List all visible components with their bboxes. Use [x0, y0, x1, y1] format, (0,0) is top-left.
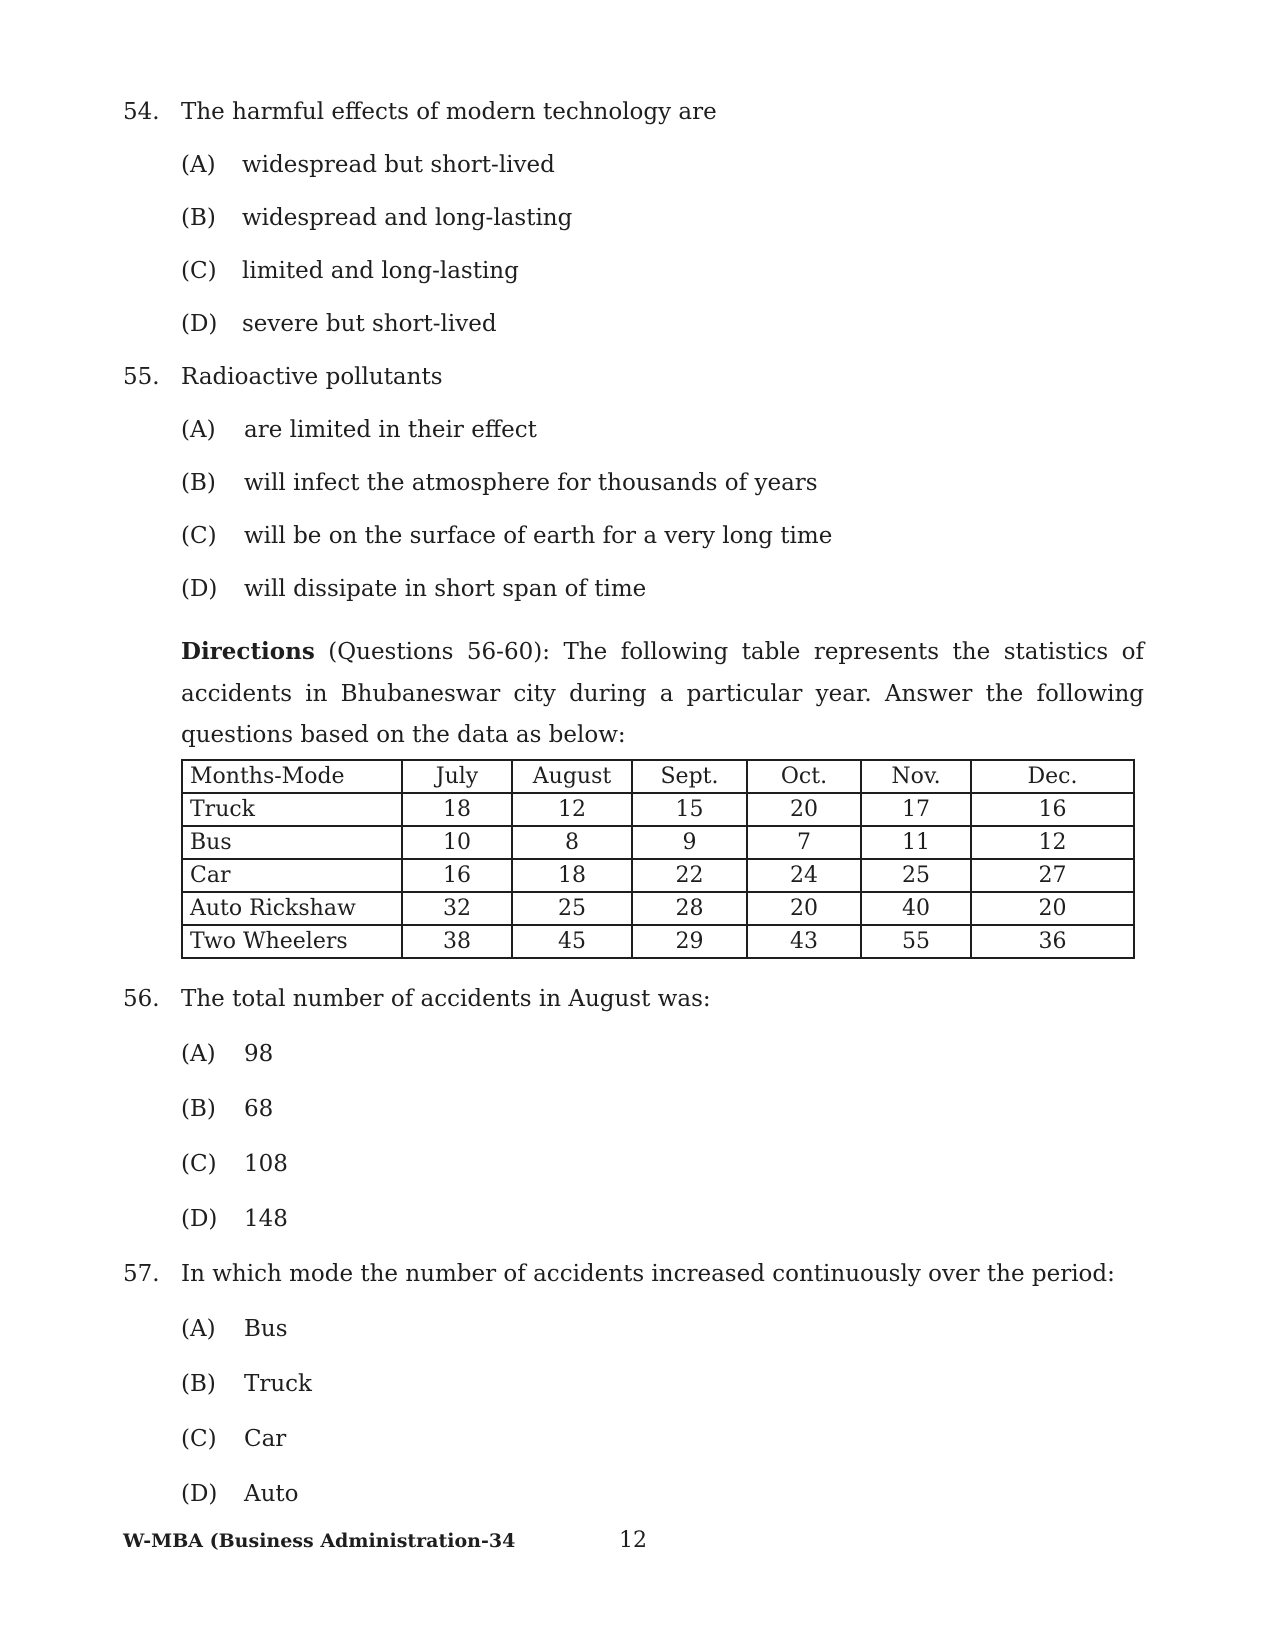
table-cell: 29: [632, 925, 747, 958]
table-cell: 28: [632, 892, 747, 925]
option-56-c: [181, 1149, 288, 1179]
option-label: (D): [181, 311, 218, 337]
option-text: 108: [244, 1151, 288, 1177]
table-cell: 25: [512, 892, 632, 925]
table-header-row: [182, 760, 1134, 793]
table-cell: Two Wheelers: [182, 925, 402, 958]
option-text: widespread but short-lived: [242, 152, 555, 178]
option-text: Bus: [244, 1316, 288, 1342]
question-56: [123, 984, 711, 1014]
option-label: (C): [181, 523, 217, 549]
table-row: [182, 892, 1134, 925]
option-text: severe but short-lived: [242, 311, 497, 337]
option-55-c: [181, 521, 832, 551]
question-number: 54.: [123, 99, 160, 125]
table-row: [182, 925, 1134, 958]
option-54-b: [181, 203, 572, 233]
option-54-c: [181, 256, 519, 286]
table-cell: 27: [971, 859, 1134, 892]
header-cell: Oct.: [747, 760, 861, 793]
option-text: will dissipate in short span of time: [244, 576, 647, 602]
accident-statistics-table: [181, 759, 1135, 959]
option-57-c: [181, 1424, 286, 1454]
option-label: (A): [181, 1041, 216, 1067]
option-55-b: [181, 468, 818, 498]
option-55-d: [181, 574, 646, 604]
question-55: [123, 362, 443, 392]
table-cell: 55: [861, 925, 971, 958]
question-number: 55.: [123, 364, 160, 390]
option-text: will infect the atmosphere for thousands of years: [244, 470, 818, 496]
header-cell: July: [402, 760, 512, 793]
table-row: [182, 793, 1134, 826]
option-54-a: [181, 150, 555, 180]
option-text: are limited in their effect: [244, 417, 537, 443]
option-label: (A): [181, 417, 216, 443]
table-cell: Auto Rickshaw: [182, 892, 402, 925]
option-57-a: [181, 1314, 288, 1344]
option-text: Truck: [244, 1371, 312, 1397]
table-cell: 10: [402, 826, 512, 859]
table-cell: 12: [512, 793, 632, 826]
option-text: Auto: [244, 1481, 299, 1507]
option-label: (D): [181, 1481, 218, 1507]
header-cell: Nov.: [861, 760, 971, 793]
question-text: In which mode the number of accidents increased continuously over the period:: [181, 1261, 1115, 1287]
option-text: 98: [244, 1041, 274, 1067]
question-57: [123, 1259, 1115, 1289]
table-cell: 18: [402, 793, 512, 826]
table-cell: 8: [512, 826, 632, 859]
option-label: (C): [181, 1151, 217, 1177]
option-57-d: [181, 1479, 299, 1509]
table-cell: 9: [632, 826, 747, 859]
table-row: [182, 826, 1134, 859]
option-label: (A): [181, 1316, 216, 1342]
table-cell: 18: [512, 859, 632, 892]
option-56-a: [181, 1039, 273, 1069]
option-text: Car: [244, 1426, 287, 1452]
question-54: [123, 97, 717, 127]
table-row: [182, 859, 1134, 892]
table-cell: 25: [861, 859, 971, 892]
table-cell: 36: [971, 925, 1134, 958]
table-cell: 15: [632, 793, 747, 826]
table-cell: 20: [747, 793, 861, 826]
option-label: (D): [181, 576, 218, 602]
table-cell: 38: [402, 925, 512, 958]
header-cell: Dec.: [971, 760, 1134, 793]
table-cell: 12: [971, 826, 1134, 859]
question-text: The harmful effects of modern technology are: [181, 99, 717, 125]
table-cell: Car: [182, 859, 402, 892]
footer-exam-code: W-MBA (Business Administration-34: [123, 1530, 516, 1552]
table-cell: 16: [971, 793, 1134, 826]
table-cell: 7: [747, 826, 861, 859]
table-cell: 11: [861, 826, 971, 859]
table-cell: 20: [971, 892, 1134, 925]
question-number: 56.: [123, 986, 160, 1012]
table-cell: 17: [861, 793, 971, 826]
directions-paragraph: [181, 631, 1144, 757]
option-text: widespread and long-lasting: [242, 205, 573, 231]
option-text: limited and long-lasting: [242, 258, 519, 284]
header-cell: August: [512, 760, 632, 793]
table-cell: 43: [747, 925, 861, 958]
option-label: (B): [181, 1096, 216, 1122]
option-56-d: [181, 1204, 288, 1234]
table-cell: 20: [747, 892, 861, 925]
table-cell: 32: [402, 892, 512, 925]
table-cell: Truck: [182, 793, 402, 826]
question-text: The total number of accidents in August was:: [181, 986, 711, 1012]
option-57-b: [181, 1369, 312, 1399]
option-label: (B): [181, 1371, 216, 1397]
table-cell: Bus: [182, 826, 402, 859]
option-54-d: [181, 309, 497, 339]
question-number: 57.: [123, 1261, 160, 1287]
table-cell: 40: [861, 892, 971, 925]
option-label: (B): [181, 470, 216, 496]
option-label: (C): [181, 258, 217, 284]
option-56-b: [181, 1094, 273, 1124]
table-cell: 24: [747, 859, 861, 892]
header-cell: Months-Mode: [182, 760, 402, 793]
directions-text: (Questions 56-60): The following table represents the statistics of accidents in Bhubaneswar city during a particular year. Answer the following questions based on the data as below:: [181, 639, 1144, 748]
header-cell: Sept.: [632, 760, 747, 793]
option-label: (D): [181, 1206, 218, 1232]
option-label: (A): [181, 152, 216, 178]
table-cell: 22: [632, 859, 747, 892]
table-cell: 45: [512, 925, 632, 958]
option-text: will be on the surface of earth for a very long time: [244, 523, 833, 549]
option-55-a: [181, 415, 537, 445]
option-label: (C): [181, 1426, 217, 1452]
directions-heading: Directions: [181, 638, 315, 665]
page-number: 12: [619, 1528, 647, 1553]
option-label: (B): [181, 205, 216, 231]
table-cell: 16: [402, 859, 512, 892]
question-text: Radioactive pollutants: [181, 364, 443, 390]
option-text: 148: [244, 1206, 288, 1232]
option-text: 68: [244, 1096, 274, 1122]
